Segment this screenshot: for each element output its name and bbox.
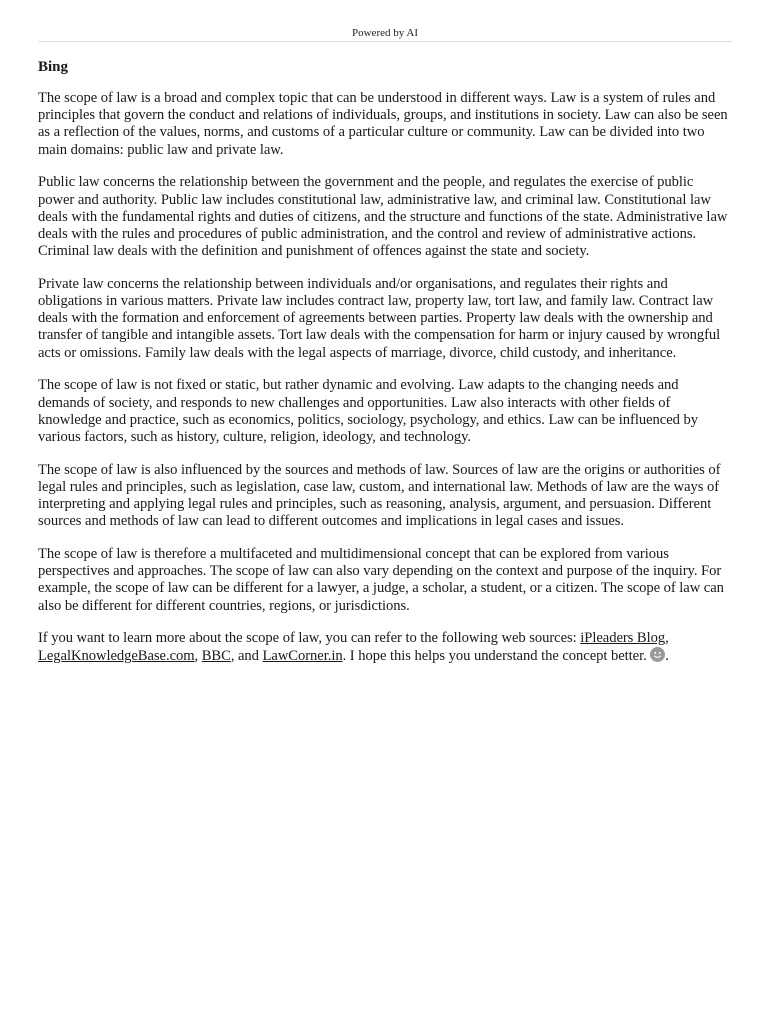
closing-end-text: . [665, 648, 669, 665]
link-ipleaders-blog[interactable]: iPleaders Blog [580, 630, 666, 647]
closing-outro-text: . I hope this helps you understand the concept better. [342, 648, 651, 665]
closing-separator: , [194, 648, 202, 665]
paragraph-public-law: Public law concerns the relationship between the government and the people, and regulates the exercise of public power and authority. Public law includes constitutional law, administrative law, and criminal law. Constitutional law deals with the fundamental rights and duties of citizens, and the structure and functions of the state. Administrative law deals with the rules and procedures of public administration, and the control and review of administrative actions. Criminal law deals with the definition and punishment of offences against the state and society. [38, 174, 728, 260]
closing-intro-text: If you want to learn more about the scope of law, you can refer to the following web sources: [38, 630, 581, 647]
paragraph-dynamic-law: The scope of law is not fixed or static, but rather dynamic and evolving. Law adapts to the changing needs and demands of society, and responds to new challenges and opportunities. Law also interacts with other fields of knowledge and practice, such as economics, politics, sociology, psychology, and ethics. Law can be influenced by various factors, such as history, culture, religion, ideology, and technology. [38, 377, 698, 445]
link-legalknowledgebase[interactable]: LegalKnowledgeBase.com [38, 648, 195, 665]
paragraph-intro: The scope of law is a broad and complex topic that can be understood in different ways. Law is a system of rules and principles that govern the conduct and relations of individuals, groups, and institutions in society. Law can also be seen as a reflection of the values, norms, and customs of a particular culture or community. Law can be divided into two main domains: public law and private law. [38, 90, 728, 158]
paragraph-private-law: Private law concerns the relationship between individuals and/or organisations, and regulates their rights and obligations in various matters. Private law includes contract law, property law, tort law, and family law. Contract law deals with the formation and enforcement of agreements between parties. Property law deals with the ownership and transfer of tangible and intangible assets. Tort law deals with the compensation for harm or injury caused by wrongful acts or omissions. Family law deals with the legal aspects of marriage, divorce, child custody, and inheritance. [38, 275, 721, 361]
closing-separator: , and [230, 648, 263, 665]
paragraph-closing [38, 630, 732, 665]
source-title: Bing [38, 59, 69, 75]
link-bbc[interactable]: BBC [201, 648, 231, 665]
powered-by-header: Powered by AI [38, 26, 732, 42]
smiling-face-icon [650, 647, 665, 662]
paragraph-multifaceted: The scope of law is therefore a multifaceted and multidimensional concept that can be explored from various perspectives and approaches. The scope of law can also vary depending on the context and purpose of the inquiry. For example, the scope of law can be different for a lawyer, a judge, a scholar, a student, or a citizen. The scope of law can also be different for different countries, regions, or jurisdictions. [38, 545, 724, 614]
response-content [38, 58, 732, 681]
paragraph-sources-methods: The scope of law is also influenced by the sources and methods of law. Sources of law are the origins or authorities of legal rules and principles, such as legislation, case law, custom, and international law. Methods of law are the ways of interpreting and applying legal rules and principles, such as reasoning, analysis, argument, and persuasion. Different sources and methods of law can lead to different outcomes and implications in legal cases and issues. [38, 461, 721, 530]
closing-separator: , [665, 630, 669, 647]
link-lawcorner[interactable]: LawCorner.in [262, 648, 343, 665]
